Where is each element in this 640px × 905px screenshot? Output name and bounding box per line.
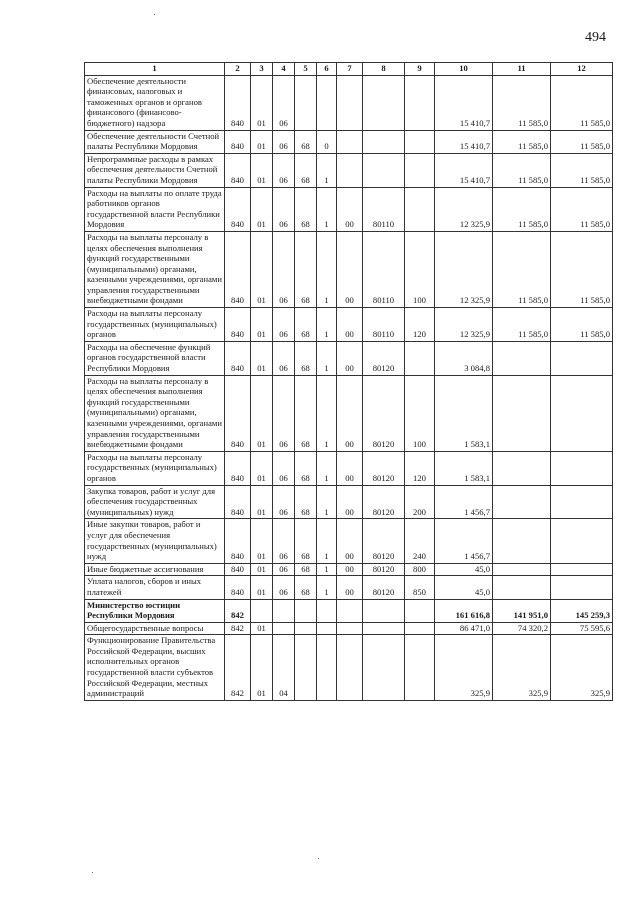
col-3-value: 01 <box>251 341 273 375</box>
col-4-value <box>273 622 295 635</box>
scan-speck <box>318 858 319 859</box>
col-2-value: 842 <box>225 622 251 635</box>
col-5-value: 68 <box>295 576 317 599</box>
col-3-value <box>251 599 273 622</box>
col-3-value: 01 <box>251 563 273 576</box>
col-4-value: 06 <box>273 75 295 130</box>
column-header: 8 <box>363 63 405 76</box>
col-2-value: 840 <box>225 375 251 451</box>
col-6-value: 1 <box>317 519 337 563</box>
col-2-value: 840 <box>225 451 251 485</box>
table-body <box>85 63 613 701</box>
col-12-amount <box>551 451 613 485</box>
table-row <box>85 563 613 576</box>
col-11-amount: 141 951,0 <box>493 599 551 622</box>
col-3-value: 01 <box>251 375 273 451</box>
col-11-amount <box>493 576 551 599</box>
col-10-amount: 15 410,7 <box>435 130 493 153</box>
column-header: 10 <box>435 63 493 76</box>
col-3-value: 01 <box>251 635 273 701</box>
col-5-value: 68 <box>295 130 317 153</box>
col-3-value: 01 <box>251 231 273 307</box>
column-header: 2 <box>225 63 251 76</box>
col-2-value: 842 <box>225 635 251 701</box>
row-name: Обеспечение деятельности финансовых, налоговых и таможенных органов и органов финансового (финансово-бюджетного) надзора <box>85 75 225 130</box>
col-8-value <box>363 153 405 187</box>
col-6-value: 1 <box>317 485 337 519</box>
col-2-value: 840 <box>225 341 251 375</box>
col-4-value: 06 <box>273 341 295 375</box>
col-3-value: 01 <box>251 576 273 599</box>
table-row <box>85 576 613 599</box>
table-row <box>85 622 613 635</box>
col-2-value: 842 <box>225 599 251 622</box>
col-7-value <box>337 622 363 635</box>
col-2-value: 840 <box>225 308 251 342</box>
col-11-amount: 74 320,2 <box>493 622 551 635</box>
table-row <box>85 75 613 130</box>
col-12-amount: 11 585,0 <box>551 130 613 153</box>
budget-table <box>84 62 613 701</box>
col-9-value <box>405 130 435 153</box>
col-8-value <box>363 130 405 153</box>
col-10-amount: 45,0 <box>435 576 493 599</box>
col-8-value <box>363 622 405 635</box>
col-5-value: 68 <box>295 485 317 519</box>
row-name: Закупка товаров, работ и услуг для обеспечения государственных (муниципальных) нужд <box>85 485 225 519</box>
column-header: 1 <box>85 63 225 76</box>
row-name: Непрограммные расходы в рамках обеспечения деятельности Счетной палаты Республики Мордовия <box>85 153 225 187</box>
row-name: Расходы на обеспечение функций органов государственной власти Республики Мордовия <box>85 341 225 375</box>
col-8-value <box>363 599 405 622</box>
col-8-value: 80120 <box>363 341 405 375</box>
row-name: Расходы на выплаты по оплате труда работников органов государственной власти Республики Мордовия <box>85 187 225 231</box>
col-9-value: 800 <box>405 563 435 576</box>
col-9-value <box>405 622 435 635</box>
col-7-value: 00 <box>337 375 363 451</box>
row-name: Общегосударственные вопросы <box>85 622 225 635</box>
col-6-value: 1 <box>317 187 337 231</box>
row-name: Министерство юстиции Республики Мордовия <box>85 599 225 622</box>
col-4-value: 06 <box>273 153 295 187</box>
col-9-value: 200 <box>405 485 435 519</box>
col-2-value: 840 <box>225 75 251 130</box>
col-5-value <box>295 599 317 622</box>
col-2-value: 840 <box>225 231 251 307</box>
col-9-value: 100 <box>405 231 435 307</box>
col-9-value: 120 <box>405 308 435 342</box>
row-name: Расходы на выплаты персоналу в целях обеспечения выполнения функций государственными (муниципальными) органами, казенными учреждениями, органами управления государственными внебюджетными фондами <box>85 375 225 451</box>
col-6-value <box>317 622 337 635</box>
col-3-value: 01 <box>251 519 273 563</box>
col-4-value: 06 <box>273 576 295 599</box>
col-8-value: 80120 <box>363 485 405 519</box>
col-2-value: 840 <box>225 187 251 231</box>
col-8-value: 80110 <box>363 308 405 342</box>
col-11-amount <box>493 563 551 576</box>
col-8-value: 80120 <box>363 576 405 599</box>
table-row <box>85 485 613 519</box>
column-header: 12 <box>551 63 613 76</box>
col-5-value: 68 <box>295 308 317 342</box>
col-3-value: 01 <box>251 130 273 153</box>
col-8-value: 80120 <box>363 519 405 563</box>
col-10-amount: 161 616,8 <box>435 599 493 622</box>
col-8-value: 80110 <box>363 231 405 307</box>
col-6-value: 0 <box>317 130 337 153</box>
col-9-value <box>405 635 435 701</box>
col-3-value: 01 <box>251 451 273 485</box>
col-7-value <box>337 130 363 153</box>
table-row <box>85 308 613 342</box>
col-12-amount: 11 585,0 <box>551 231 613 307</box>
col-12-amount <box>551 576 613 599</box>
col-12-amount: 325,9 <box>551 635 613 701</box>
col-9-value: 850 <box>405 576 435 599</box>
col-4-value: 06 <box>273 130 295 153</box>
col-7-value <box>337 635 363 701</box>
table-row <box>85 231 613 307</box>
col-8-value: 80120 <box>363 375 405 451</box>
col-2-value: 840 <box>225 563 251 576</box>
col-10-amount: 1 583,1 <box>435 375 493 451</box>
table-row <box>85 375 613 451</box>
col-6-value <box>317 635 337 701</box>
col-5-value <box>295 622 317 635</box>
col-5-value: 68 <box>295 451 317 485</box>
col-2-value: 840 <box>225 485 251 519</box>
col-11-amount <box>493 341 551 375</box>
column-header: 9 <box>405 63 435 76</box>
col-11-amount: 325,9 <box>493 635 551 701</box>
col-7-value <box>337 75 363 130</box>
table-row <box>85 451 613 485</box>
col-5-value: 68 <box>295 187 317 231</box>
col-12-amount: 11 585,0 <box>551 187 613 231</box>
scan-speck <box>154 14 155 15</box>
col-4-value: 06 <box>273 308 295 342</box>
col-11-amount: 11 585,0 <box>493 187 551 231</box>
col-10-amount: 15 410,7 <box>435 75 493 130</box>
col-3-value: 01 <box>251 308 273 342</box>
col-10-amount: 12 325,9 <box>435 308 493 342</box>
column-header: 7 <box>337 63 363 76</box>
col-9-value <box>405 341 435 375</box>
table-row <box>85 341 613 375</box>
col-5-value: 68 <box>295 519 317 563</box>
col-6-value: 1 <box>317 375 337 451</box>
column-header: 4 <box>273 63 295 76</box>
table-header-row <box>85 63 613 76</box>
col-5-value <box>295 635 317 701</box>
col-8-value: 80110 <box>363 187 405 231</box>
col-7-value: 00 <box>337 341 363 375</box>
col-4-value: 06 <box>273 187 295 231</box>
col-10-amount: 45,0 <box>435 563 493 576</box>
col-7-value: 00 <box>337 187 363 231</box>
column-header: 3 <box>251 63 273 76</box>
col-12-amount: 11 585,0 <box>551 308 613 342</box>
col-6-value: 1 <box>317 563 337 576</box>
col-10-amount: 325,9 <box>435 635 493 701</box>
col-12-amount <box>551 341 613 375</box>
table-row <box>85 599 613 622</box>
col-3-value: 01 <box>251 187 273 231</box>
col-11-amount <box>493 375 551 451</box>
table-row <box>85 187 613 231</box>
col-9-value <box>405 153 435 187</box>
col-6-value: 1 <box>317 308 337 342</box>
col-7-value: 00 <box>337 563 363 576</box>
col-4-value: 06 <box>273 563 295 576</box>
row-name: Иные бюджетные ассигнования <box>85 563 225 576</box>
col-10-amount: 12 325,9 <box>435 231 493 307</box>
col-6-value: 1 <box>317 451 337 485</box>
col-5-value: 68 <box>295 153 317 187</box>
col-12-amount <box>551 563 613 576</box>
column-header: 6 <box>317 63 337 76</box>
col-5-value <box>295 75 317 130</box>
col-11-amount: 11 585,0 <box>493 231 551 307</box>
col-2-value: 840 <box>225 519 251 563</box>
col-5-value: 68 <box>295 563 317 576</box>
col-11-amount: 11 585,0 <box>493 308 551 342</box>
scan-speck <box>92 872 93 873</box>
col-4-value: 06 <box>273 485 295 519</box>
col-12-amount <box>551 485 613 519</box>
col-4-value: 06 <box>273 519 295 563</box>
col-7-value <box>337 599 363 622</box>
col-11-amount <box>493 451 551 485</box>
col-9-value <box>405 599 435 622</box>
col-11-amount: 11 585,0 <box>493 75 551 130</box>
col-12-amount: 11 585,0 <box>551 153 613 187</box>
row-name: Обеспечение деятельности Счетной палаты Республики Мордовия <box>85 130 225 153</box>
col-6-value: 1 <box>317 153 337 187</box>
col-11-amount: 11 585,0 <box>493 130 551 153</box>
col-7-value: 00 <box>337 576 363 599</box>
col-4-value: 06 <box>273 451 295 485</box>
col-9-value <box>405 187 435 231</box>
col-8-value: 80120 <box>363 451 405 485</box>
col-8-value: 80120 <box>363 563 405 576</box>
col-10-amount: 1 456,7 <box>435 519 493 563</box>
column-header: 11 <box>493 63 551 76</box>
col-7-value: 00 <box>337 451 363 485</box>
col-12-amount: 75 595,6 <box>551 622 613 635</box>
col-6-value <box>317 75 337 130</box>
col-6-value <box>317 599 337 622</box>
col-9-value <box>405 75 435 130</box>
col-6-value: 1 <box>317 341 337 375</box>
col-4-value <box>273 599 295 622</box>
col-7-value: 00 <box>337 485 363 519</box>
row-name: Иные закупки товаров, работ и услуг для обеспечения государственных (муниципальных) нужд <box>85 519 225 563</box>
row-name: Расходы на выплаты персоналу государственных (муниципальных) органов <box>85 308 225 342</box>
column-header: 5 <box>295 63 317 76</box>
col-2-value: 840 <box>225 576 251 599</box>
col-2-value: 840 <box>225 130 251 153</box>
col-3-value: 01 <box>251 153 273 187</box>
col-11-amount <box>493 519 551 563</box>
col-10-amount: 15 410,7 <box>435 153 493 187</box>
col-7-value <box>337 153 363 187</box>
col-12-amount: 145 259,3 <box>551 599 613 622</box>
col-10-amount: 86 471,0 <box>435 622 493 635</box>
col-9-value: 240 <box>405 519 435 563</box>
table-row <box>85 635 613 701</box>
col-3-value: 01 <box>251 485 273 519</box>
col-3-value: 01 <box>251 622 273 635</box>
page-number: 494 <box>585 30 606 45</box>
col-10-amount: 1 583,1 <box>435 451 493 485</box>
col-12-amount <box>551 375 613 451</box>
col-10-amount: 1 456,7 <box>435 485 493 519</box>
col-2-value: 840 <box>225 153 251 187</box>
col-4-value: 04 <box>273 635 295 701</box>
col-7-value: 00 <box>337 519 363 563</box>
col-10-amount: 12 325,9 <box>435 187 493 231</box>
table-row <box>85 130 613 153</box>
row-name: Функционирование Правительства Российской Федерации, высших исполнительных органов государственной власти субъектов Российской Федерации, местных администраций <box>85 635 225 701</box>
row-name: Расходы на выплаты персоналу государственных (муниципальных) органов <box>85 451 225 485</box>
col-11-amount: 11 585,0 <box>493 153 551 187</box>
col-11-amount <box>493 485 551 519</box>
col-4-value: 06 <box>273 231 295 307</box>
col-7-value: 00 <box>337 231 363 307</box>
col-10-amount: 3 084,8 <box>435 341 493 375</box>
col-8-value <box>363 75 405 130</box>
row-name: Уплата налогов, сборов и иных платежей <box>85 576 225 599</box>
col-6-value: 1 <box>317 576 337 599</box>
col-5-value: 68 <box>295 375 317 451</box>
col-12-amount <box>551 519 613 563</box>
table-row <box>85 153 613 187</box>
col-5-value: 68 <box>295 231 317 307</box>
col-7-value: 00 <box>337 308 363 342</box>
col-3-value: 01 <box>251 75 273 130</box>
col-9-value: 120 <box>405 451 435 485</box>
col-4-value: 06 <box>273 375 295 451</box>
table-row <box>85 519 613 563</box>
col-6-value: 1 <box>317 231 337 307</box>
col-9-value: 100 <box>405 375 435 451</box>
row-name: Расходы на выплаты персоналу в целях обеспечения выполнения функций государственными (муниципальными) органами, казенными учреждениями, органами управления государственными внебюджетными фондами <box>85 231 225 307</box>
col-12-amount: 11 585,0 <box>551 75 613 130</box>
col-8-value <box>363 635 405 701</box>
col-5-value: 68 <box>295 341 317 375</box>
